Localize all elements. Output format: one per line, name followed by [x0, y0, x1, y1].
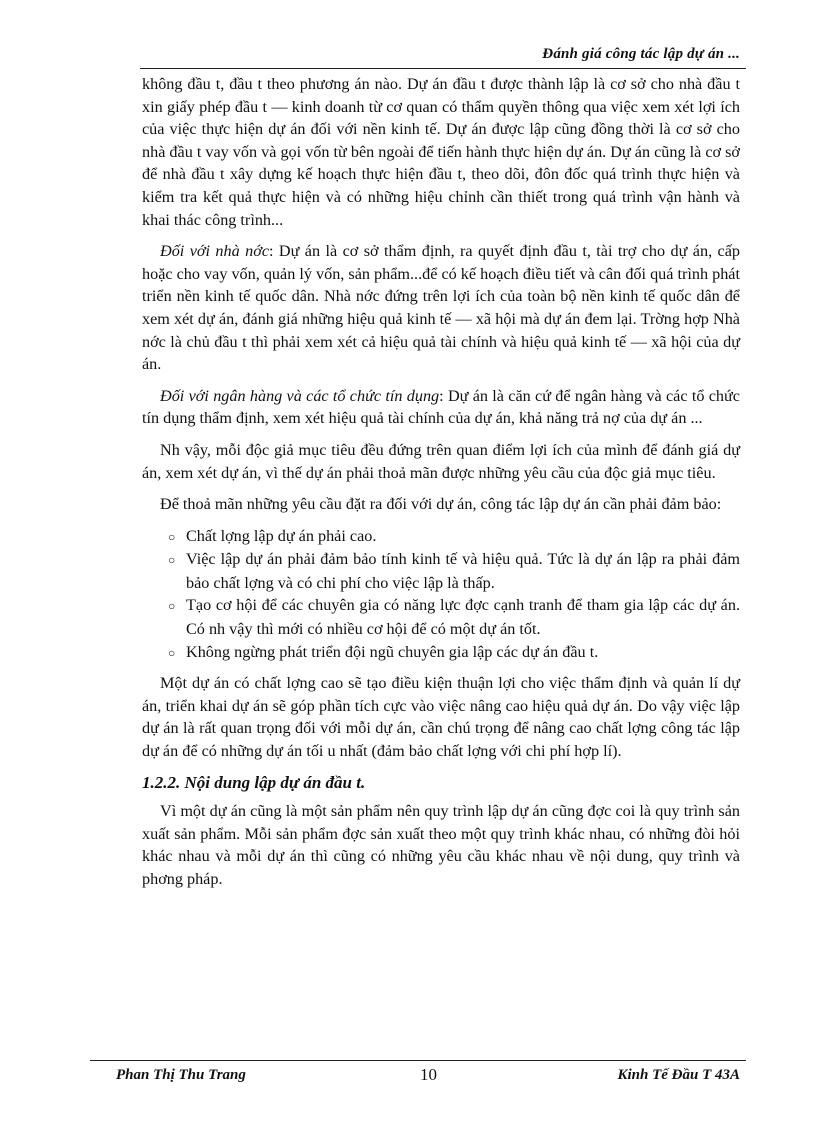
footer-author: Phan Thị Thu Trang: [116, 1067, 246, 1083]
paragraph-intro: không đầu t, đầu t theo phương án nào. Dự án đầu t được thành lập là cơ sở cho nhà đầu t xin giấy phép đầu t — kinh doanh từ cơ quan có thẩm quyền thông qua việc xem xét lợi ích của việc thực hiện dự án đối với nền kinh tế. Dự án được lập cũng đồng thời là cơ sở cho nhà đầu t vay vốn và gọi vốn từ bên ngoài để tiến hành thực hiện dự án. Dự án cũng là cơ sở để nhà đầu t xây dựng kế hoạch thực hiện đầu t, theo dõi, đôn đốc quá trình thực hiện và kiểm tra kết quả thực hiện và có những hiệu chỉnh cần thiết trong quá trình vận hành và khai thác công trình...: [142, 75, 740, 229]
paragraph-state: [142, 240, 740, 376]
section-heading: 1.2.2. Nội dung lập dự án đầu t.: [142, 772, 366, 792]
footer-class: Kinh Tế Đầu T 43A: [617, 1067, 740, 1083]
list-item-text: Không ngừng phát triển đội ngũ chuyên gia lập các dự án đầu t.: [186, 642, 599, 661]
circle-bullet-icon: ○: [168, 553, 176, 568]
list-item: [142, 594, 740, 640]
paragraph-banks-body: : Dự án là căn cứ để ngân hàng và các tổ chức tín dụng thẩm định, xem xét hiệu quả tài chính của dự án, khả năng trả nợ của dự án ...: [142, 386, 740, 428]
paragraph-readers: Nh vậy, mỗi độc giả mục tiêu đều đứng trên quan điểm lợi ích của mình để đánh giá dự án, xem xét dự án, vì thế dự án phải thoả mãn được những yêu cầu của độc giả mục tiêu.: [142, 440, 740, 482]
page-header: [140, 46, 746, 69]
requirements-list: [142, 525, 740, 665]
list-item-text: Việc lập dự án phải đảm bảo tính kinh tế và hiệu quả. Tức là dự án lập ra phải đảm bảo chất lợng và có chi phí cho việc lập là thấp.: [186, 550, 740, 592]
paragraph-requirements: Để thoả mãn những yêu cầu đặt ra đối với dự án, công tác lập dự án cần phải đảm bảo:: [160, 495, 722, 514]
page-content: [142, 73, 740, 900]
circle-bullet-icon: ○: [168, 645, 176, 660]
paragraph-banks: [142, 385, 740, 430]
paragraph-banks-lead: Đối với ngân hàng và các tổ chức tín dụng: [160, 386, 440, 405]
paragraph-state-lead: Đối với nhà nớc: [160, 242, 270, 261]
list-item-text: Tạo cơ hội để các chuyên gia có năng lực đợc cạnh tranh để tham gia lập các dự án. Có nh vậy thì mới có nhiều cơ hội để có một dự án tốt.: [186, 596, 740, 639]
list-item: [142, 548, 740, 594]
circle-bullet-icon: ○: [168, 599, 176, 614]
paragraph-state-body: : Dự án là cơ sở thẩm định, ra quyết định đầu t, tài trợ cho dự án, cấp hoặc cho vay vốn, quản lý vốn, sản phẩm...để có kế hoạch điều tiết và cân đối quá trình phát triển nền kinh tế quốc dân. Nhà nớc đứng trên lợi ích của toàn bộ nền kinh tế quốc dân để xem xét dự án, đánh giá những hiệu quả kinh tế — xã hội mà dự án đem lại. Trờng hợp Nhà nớc là chủ đầu t thì phải xem xét cả hiệu quả tài chính và hiệu quả kinh tế — xã hội của dự án.: [142, 242, 740, 374]
paragraph-quality: Một dự án có chất lợng cao sẽ tạo điều kiện thuận lợi cho việc thẩm định và quản lí dự án, triển khai dự án sẽ góp phần tích cực vào việc nâng cao hiệu quả dự án. Do vậy việc lập dự án là rất quan trọng đối với mỗi dự án, cần chú trọng để nâng cao chất lợng công tác lập dự án để có những dự án tối u nhất (đảm bảo chất lợng với chi phí hợp lí).: [142, 674, 740, 761]
circle-bullet-icon: ○: [168, 529, 176, 544]
page-number: 10: [420, 1065, 437, 1084]
list-item-text: Chất lợng lập dự án phải cao.: [186, 526, 377, 545]
header-title: Đánh giá công tác lập dự án ...: [542, 46, 740, 62]
list-item: [142, 641, 740, 665]
paragraph-content: Vì một dự án cũng là một sản phẩm nên quy trình lập dự án cũng đợc coi là quy trình sản xuất sản phẩm. Mỗi sản phẩm đợc sản xuất theo một quy trình khác nhau, có những đòi hỏi khác nhau và mỗi dự án thì cũng có những yêu cầu khác nhau về nội dung, quy trình và phơng pháp.: [142, 802, 740, 888]
list-item: [142, 525, 740, 549]
page-footer: [90, 1060, 746, 1083]
